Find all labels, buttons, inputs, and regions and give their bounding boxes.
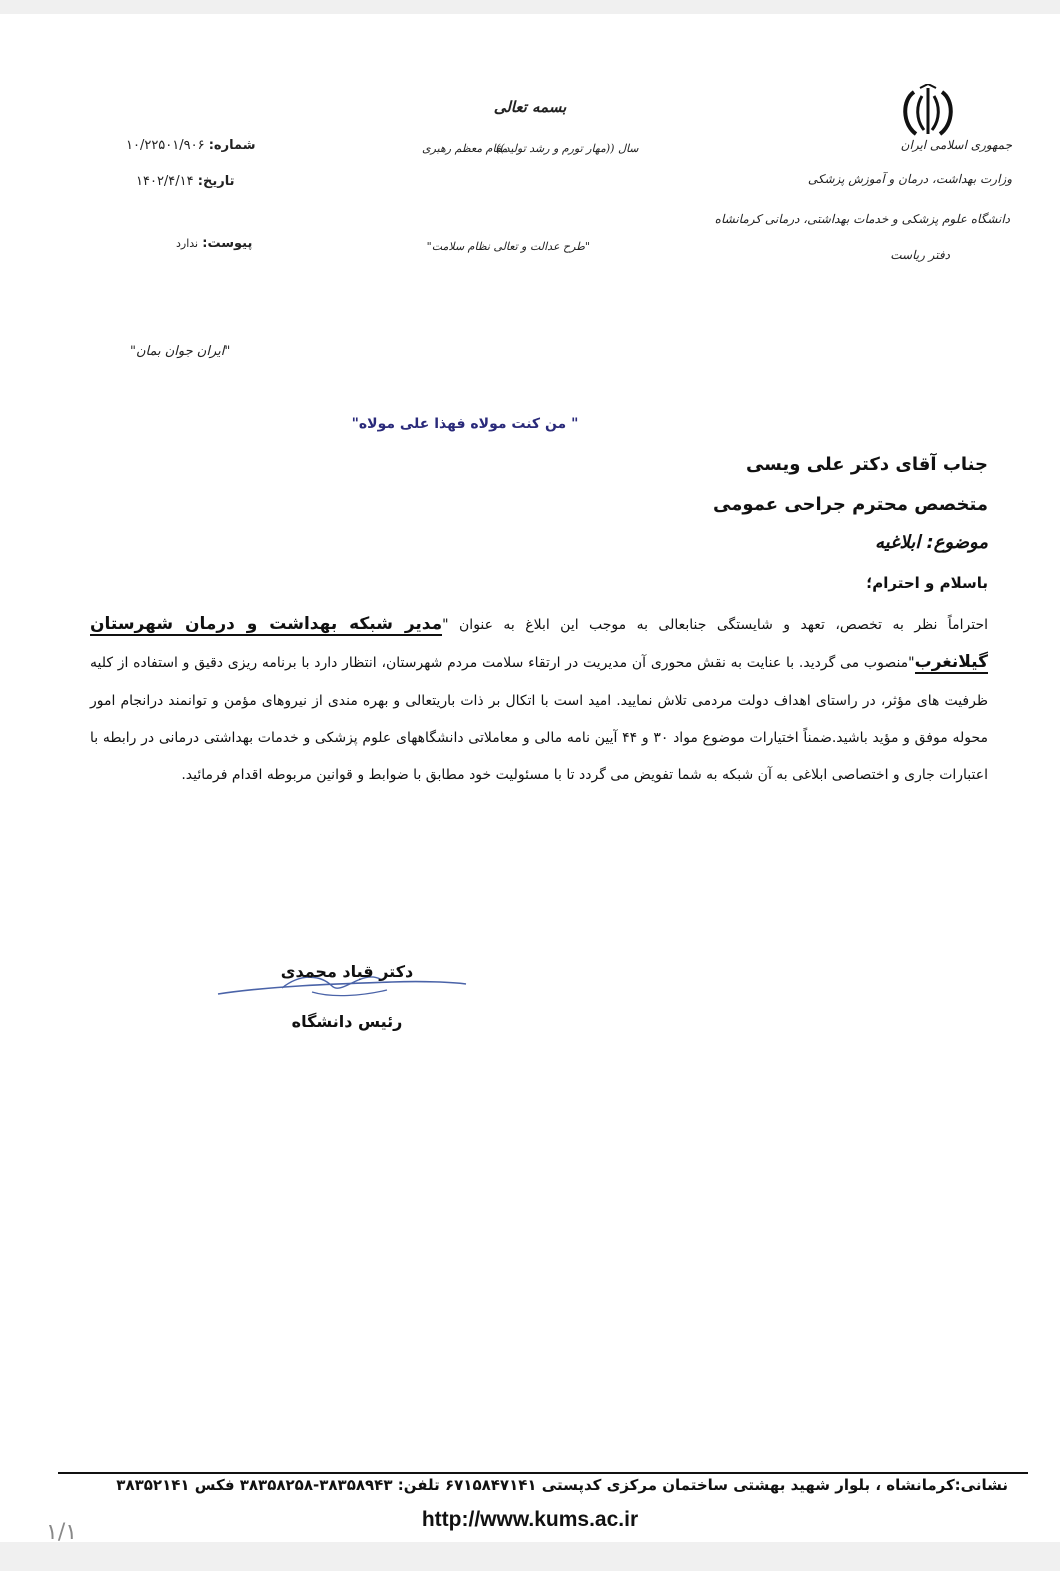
body-part-1: احتراماً نظر به تخصص، تعهد و شایستگی جنابعالی به موجب این ابلاغ به عنوان " [442,617,988,633]
bismillah: بسمه تعالی [493,98,567,116]
leader-title: مقام معظم رهبری [422,142,508,155]
org-line-university: دانشگاه علوم پزشکی و خدمات بهداشتی، درمانی کرمانشاه [714,212,1010,226]
iran-emblem-icon [898,84,958,140]
attachment-label: پیوست: [202,236,253,251]
letter-attachment [176,236,252,251]
page-indicator: ۱/۱ [46,1520,78,1545]
attachment-value: ندارد [176,237,199,250]
signatory-title: رئیس دانشگاه [291,1012,403,1031]
footer-address: نشانی:کرمانشاه ، بلوار شهید بهشتی ساختمان مرکزی کدپستی ۶۷۱۵۸۴۷۱۴۱ تلفن: ۳۸۳۵۸۹۴۳-۳۸۳۵۸۲۵۸ فکس ۳۸۳۵۲۱۴۱ [116,1476,1008,1494]
recipient-name: جناب آقای دکتر علی ویسی [745,454,988,475]
letter-greeting: باسلام و احترام؛ [866,574,988,592]
org-line-country: جمهوری اسلامی ایران [900,138,1012,152]
body-part-2: "منصوب می گردید. با عنایت به نقش محوری آن مدیریت در ارتقاء سلامت مردم شهرستان، انتظار دارد با برنامه ریزی دقیق و استفاده از کلیه ظرفیت های مؤثر، در راستای اهداف دولت مردمی تلاش نمایید. امید است با اتکال بر ذات باریتعالی و بهره مندی از نیروهای مؤمن و توانمند درانجام امور محوله موفق و مؤید باشید.ضمناً اختیارات موضوع مواد ۳۰ و ۴۴ آیین نامه مالی و معاملاتی دانشگاههای علوم پزشکی و خدمات بهداشتی درمانی در رابطه با اعتبارات جاری و اختصاصی ابلاغی به آن شبکه به شما تفویض می گردد تا با مسئولیت خود مطابق با ضوابط و قوانین مربوطه اقدام فرمائید. [90,655,988,784]
body-highlight: مدیر شبکه بهداشت و درمان شهرستان گیلانغرب [90,614,988,673]
number-label: شماره: [208,138,256,153]
footer-divider [58,1472,1028,1474]
org-line-ministry: وزارت بهداشت، درمان و آموزش پزشکی [807,172,1012,186]
plan-slogan: "طرح عدالت و تعالی نظام سلامت" [426,240,590,253]
letter-subject: موضوع: ابلاغیه [875,532,988,553]
recipient-title: متخصص محترم جراحی عمومی [713,494,988,515]
hadith-quote: " من کنت مولاه فهذا علی مولاه" [351,416,579,432]
iran-young-slogan: "ایران جوان بمان" [130,344,231,359]
signatory-name: دکتر قباد محمدی [280,962,414,981]
org-line-office: دفتر ریاست [890,248,950,262]
date-value: ۱۴۰۲/۴/۱۴ [136,174,194,189]
letter-number [126,138,255,153]
date-label: تاریخ: [197,174,235,189]
letter-date [136,174,234,189]
footer-website-link[interactable]: http://www.kums.ac.ir [421,1508,639,1531]
year-slogan: سال ((مهار تورم و رشد تولید)) [496,142,639,155]
letter-body [90,606,988,794]
letter-page [0,14,1060,1545]
number-value: ۱۰/۲۲۵۰۱/۹۰۶ [126,138,205,153]
